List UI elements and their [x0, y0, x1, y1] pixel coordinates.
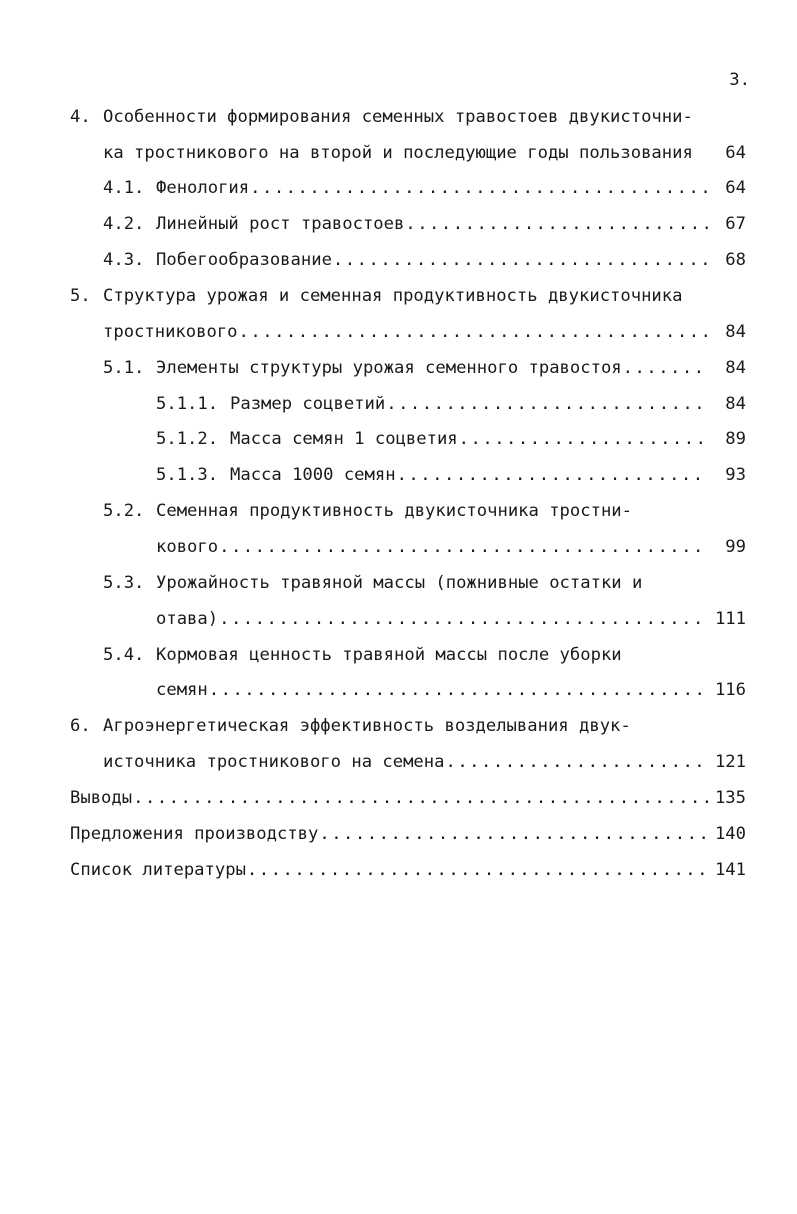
toc-title: кового: [156, 537, 219, 557]
toc-number: 4.1.: [103, 178, 145, 198]
toc-entry-4-cont: [103, 141, 746, 165]
toc-page: 111: [714, 609, 746, 629]
toc-number: 5.1.1.: [156, 394, 219, 414]
toc-number: 5.4.: [103, 645, 145, 665]
toc-entry-5-cont: [103, 320, 746, 344]
toc-entry-4-3: [103, 248, 746, 272]
toc-entry-5-4-cont: [156, 678, 746, 702]
toc-number: 5.1.2.: [156, 429, 219, 449]
toc-number: 5.3.: [103, 573, 145, 593]
toc-title: семян: [156, 680, 208, 700]
toc-leader: [133, 786, 708, 810]
toc-entry-6-cont: [103, 750, 746, 774]
toc-page: 64: [725, 143, 746, 163]
toc-entry-5-1-3: [156, 463, 746, 487]
toc-leader: [250, 176, 708, 200]
toc-page: 84: [725, 358, 746, 378]
toc-leader: [459, 427, 708, 451]
toc-leader: [219, 607, 708, 631]
toc-entry-bibliography: [70, 858, 746, 882]
toc-number: 5.1.3.: [156, 465, 219, 485]
toc-entry-5-2: [103, 499, 746, 523]
toc-leader: [397, 463, 708, 487]
toc-page: 67: [725, 214, 746, 234]
toc-title: Структура урожая и семенная продуктивность двукисточника: [103, 286, 683, 306]
toc-number: 5.1.: [103, 358, 145, 378]
toc-page: 64: [725, 178, 746, 198]
toc-title: Предложения производству: [70, 824, 319, 844]
toc-title: Агроэнергетическая эффективность возделывания двук-: [103, 716, 631, 736]
toc-entry-5-4: [103, 643, 746, 667]
toc-title: тростникового: [103, 322, 238, 342]
toc-leader: [405, 212, 708, 236]
toc-title: ка тростникового на второй и последующие годы пользования: [103, 143, 693, 163]
toc-page: 121: [714, 752, 746, 772]
toc-number: 5.: [70, 286, 91, 306]
page-number: 3.: [729, 70, 750, 90]
toc-title: Линейный рост травостоев: [156, 214, 405, 234]
toc-title: Побегообразование: [156, 250, 332, 270]
toc-title: Выводы: [70, 788, 133, 808]
toc-entry-5-1: [103, 356, 746, 380]
toc-entry-6: [70, 714, 750, 738]
toc-title: Семенная продуктивность двукисточника тростни-: [156, 501, 632, 521]
toc-entry-5-1-2: [156, 427, 746, 451]
toc-leader: [219, 535, 708, 559]
toc-leader: [623, 356, 708, 380]
toc-number: 4.2.: [103, 214, 145, 234]
toc-leader: [333, 248, 708, 272]
toc-entry-proposals: [70, 822, 746, 846]
toc-entry-4: [70, 105, 750, 129]
toc-title: Масса 1000 семян: [230, 465, 396, 485]
toc-entry-5-1-1: [156, 392, 746, 416]
toc-number: 5.2.: [103, 501, 145, 521]
toc-page: 89: [725, 429, 746, 449]
toc-entry-5-3: [103, 571, 746, 595]
toc-title: Кормовая ценность травяной массы после уборки: [156, 645, 622, 665]
toc-page: 140: [714, 824, 746, 844]
toc-page: 93: [725, 465, 746, 485]
toc-entry-4-1: [103, 176, 746, 200]
toc-leader: [247, 858, 708, 882]
toc-title: Размер соцветий: [230, 394, 386, 414]
toc-page: 116: [714, 680, 746, 700]
toc-leader: [209, 678, 708, 702]
toc-title: Урожайность травяной массы (пожнивные остатки и: [156, 573, 643, 593]
toc-title: Особенности формирования семенных травостоев двукисточни-: [103, 107, 693, 127]
toc-page: 141: [714, 860, 746, 880]
toc-title: Фенология: [156, 178, 250, 198]
toc-title: Список литературы: [70, 860, 246, 880]
toc-entry-5-2-cont: [156, 535, 746, 559]
toc-page: 99: [725, 537, 746, 557]
toc-title: источника тростникового на семена: [103, 752, 445, 772]
toc-entry-conclusions: [70, 786, 746, 810]
toc-page: 135: [714, 788, 746, 808]
toc-title: отава): [156, 609, 219, 629]
toc-leader: [239, 320, 708, 344]
toc-title: Масса семян 1 соцветия: [230, 429, 458, 449]
toc-page: 84: [725, 322, 746, 342]
toc-page: 68: [725, 250, 746, 270]
toc-leader: [386, 392, 708, 416]
toc-number: 4.: [70, 107, 91, 127]
toc-entry-5-3-cont: [156, 607, 746, 631]
toc-entry-4-2: [103, 212, 746, 236]
toc-leader: [319, 822, 708, 846]
toc-title: Элементы структуры урожая семенного травостоя: [156, 358, 622, 378]
toc-page: 84: [725, 394, 746, 414]
toc-leader: [445, 750, 708, 774]
toc-entry-5: [70, 284, 750, 308]
toc-number: 4.3.: [103, 250, 145, 270]
toc-number: 6.: [70, 716, 91, 736]
